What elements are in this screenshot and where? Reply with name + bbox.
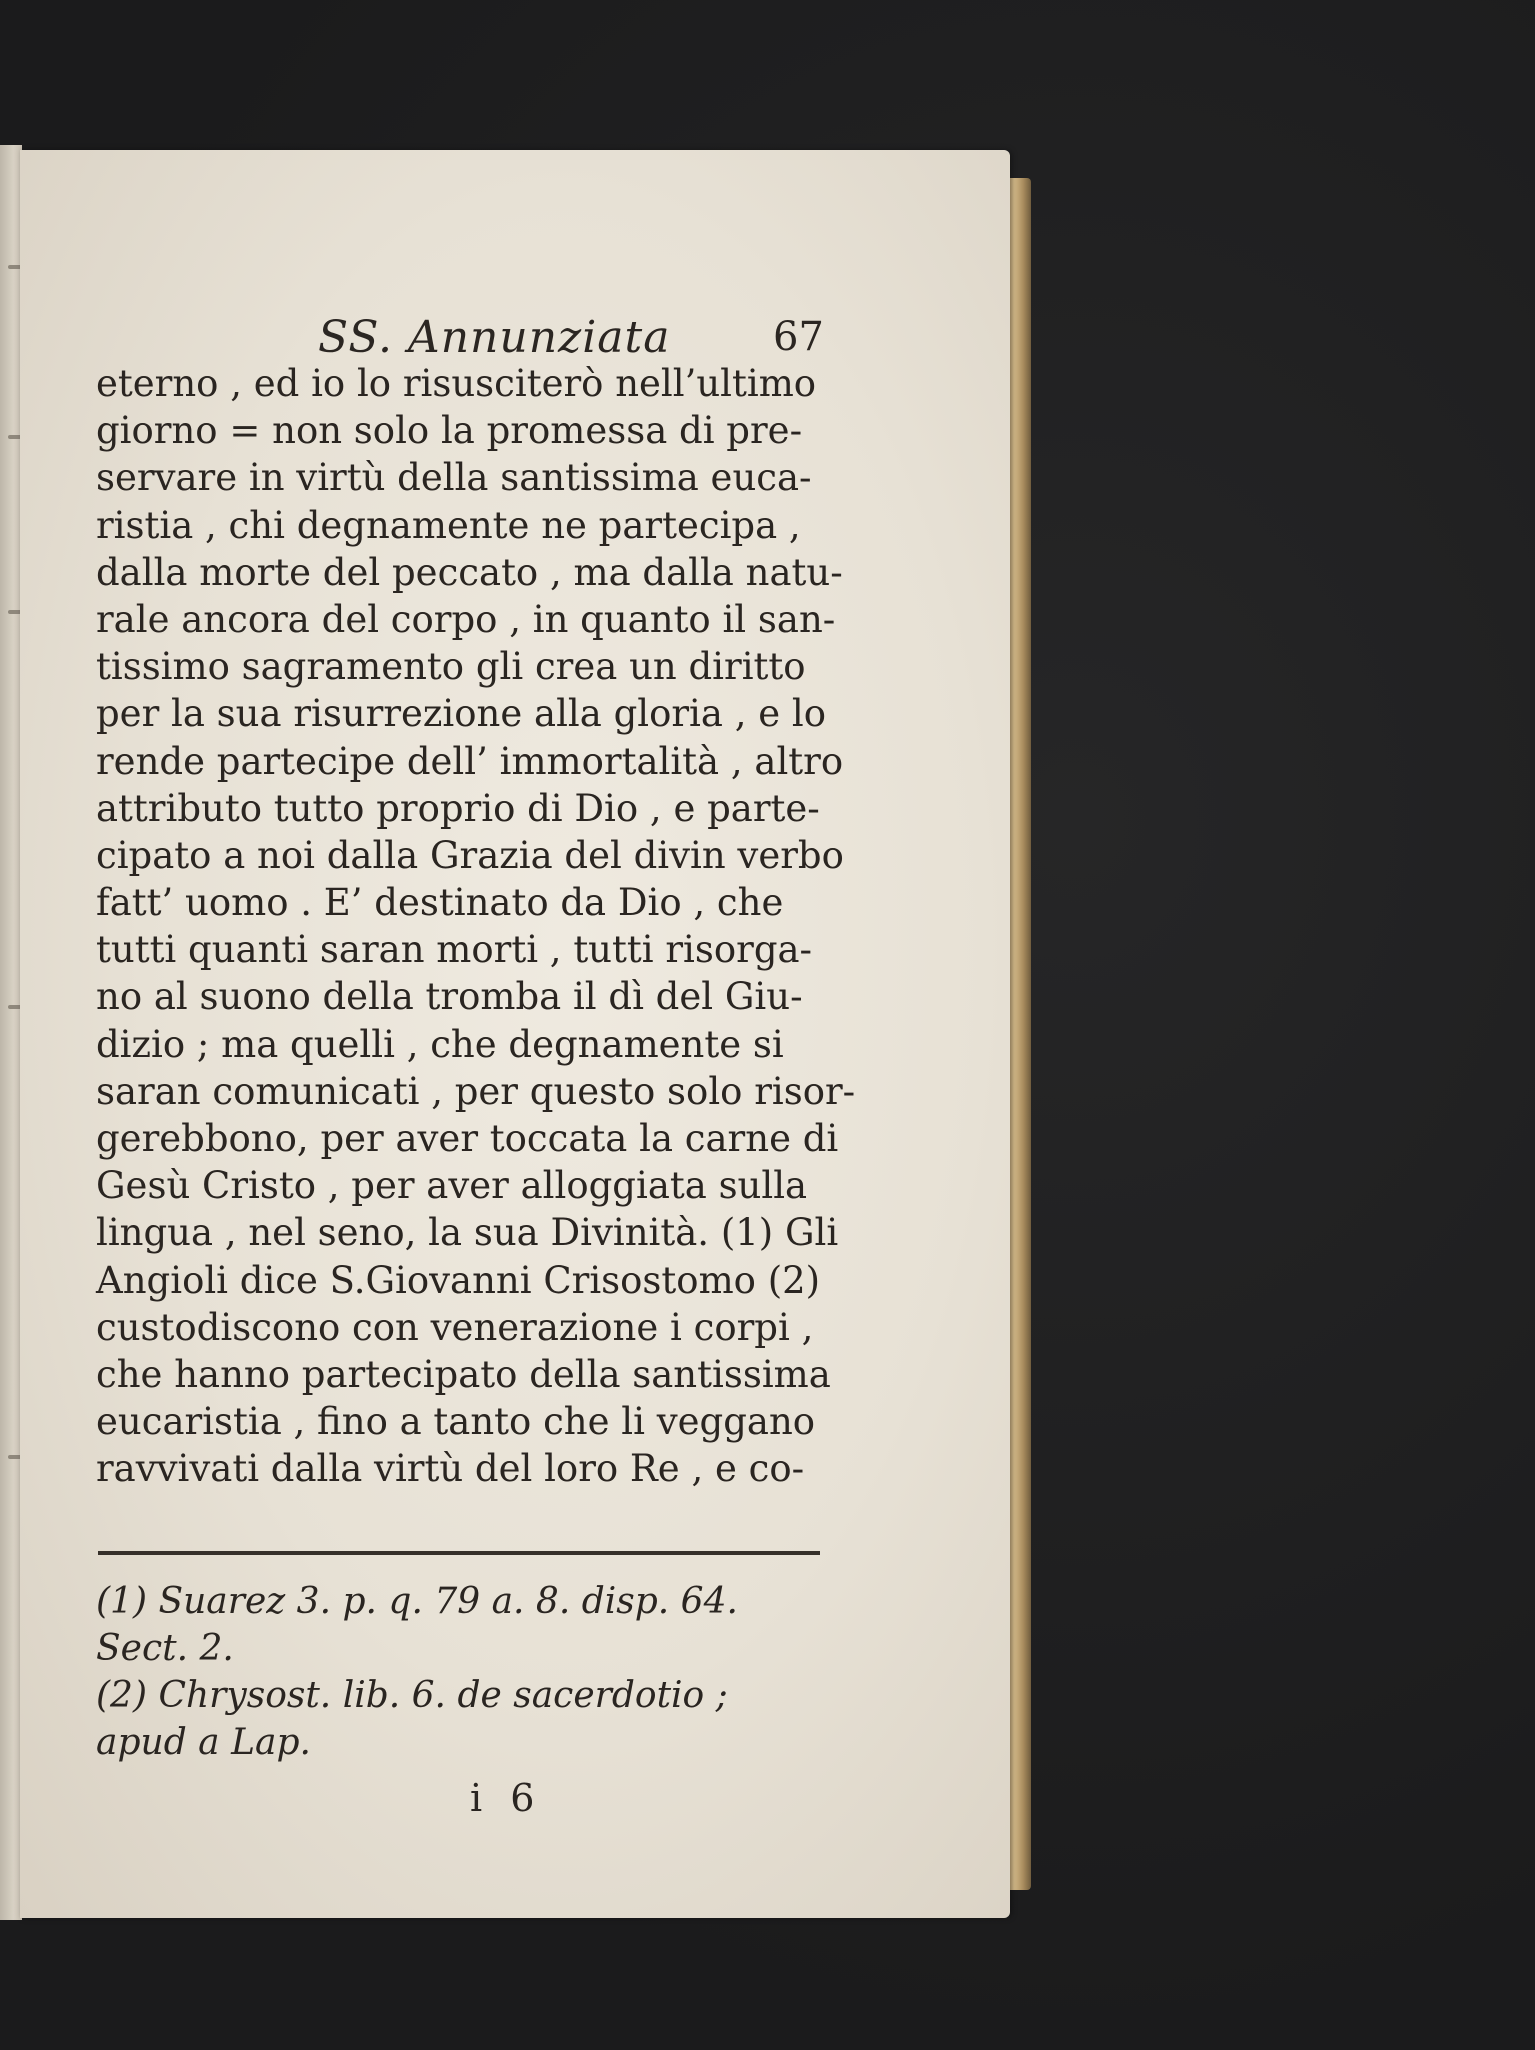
running-head-title: SS. Annunziata	[318, 312, 671, 363]
text-line: gerebbono, per aver toccata la carne di	[96, 1117, 839, 1160]
text-line: cipato a noi dalla Grazia del divin verbo	[96, 833, 844, 877]
footnotes	[96, 1578, 838, 1766]
running-head	[318, 312, 858, 362]
text-line: tutti quanti saran morti , tutti risorga-	[96, 928, 813, 972]
footnote-line: apud a Lap.	[96, 1722, 311, 1763]
text-line: giorno = non solo la promessa di pre-	[96, 409, 803, 453]
footnote-line: Sect. 2.	[96, 1628, 234, 1669]
text-line: dizio ; ma quelli , che degnamente si	[96, 1022, 784, 1066]
text-line: eterno , ed io lo risusciterò nell’ultimo	[96, 362, 817, 405]
previous-page-edge	[0, 145, 22, 1920]
text-line: per la sua risurrezione alla gloria , e lo	[96, 692, 826, 736]
text-line: lingua , nel seno, la sua Divinità. (1) Gli	[96, 1211, 839, 1255]
text-line: saran comunicati , per questo solo risor-	[96, 1069, 856, 1113]
text-line: fatt’ uomo . E’ destinato da Dio , che	[96, 881, 784, 925]
text-line: servare in virtù della santissima euca-	[96, 456, 812, 500]
footnote-line: (2) Chrysost. lib. 6. de sacerdotio ;	[96, 1675, 728, 1716]
text-line: ristia , chi degnamente ne partecipa ,	[96, 503, 801, 547]
text-line: no al suono della tromba il dì del Giu-	[96, 975, 803, 1019]
text-line: tissimo sagramento gli crea un diritto	[96, 645, 806, 689]
footnote-rule	[98, 1551, 820, 1555]
text-line: che hanno partecipato della santissima	[96, 1352, 831, 1396]
text-line: rende partecipe dell’ immortalità , altro	[96, 739, 844, 783]
page-number: 67	[773, 314, 824, 360]
text-line: Gesù Cristo , per aver alloggiata sulla	[96, 1164, 808, 1208]
text-line: ravvivati dalla virtù del loro Re , e co-	[96, 1447, 805, 1491]
text-line: eucaristia , fino a tanto che li veggano	[96, 1400, 816, 1444]
signature-mark: i 6	[470, 1776, 543, 1820]
text-line: attributo tutto proprio di Dio , e parte-	[96, 786, 820, 830]
text-line: Angioli dice S.Giovanni Crisostomo (2)	[96, 1258, 821, 1302]
text-line: dalla morte del peccato , ma dalla natu-	[96, 550, 843, 594]
footnote-line: (1) Suarez 3. p. q. 79 a. 8. disp. 64.	[96, 1581, 738, 1622]
text-line: custodiscono con venerazione i corpi ,	[96, 1305, 814, 1349]
text-line: rale ancora del corpo , in quanto il san-	[96, 597, 836, 641]
body-text	[96, 360, 856, 1493]
